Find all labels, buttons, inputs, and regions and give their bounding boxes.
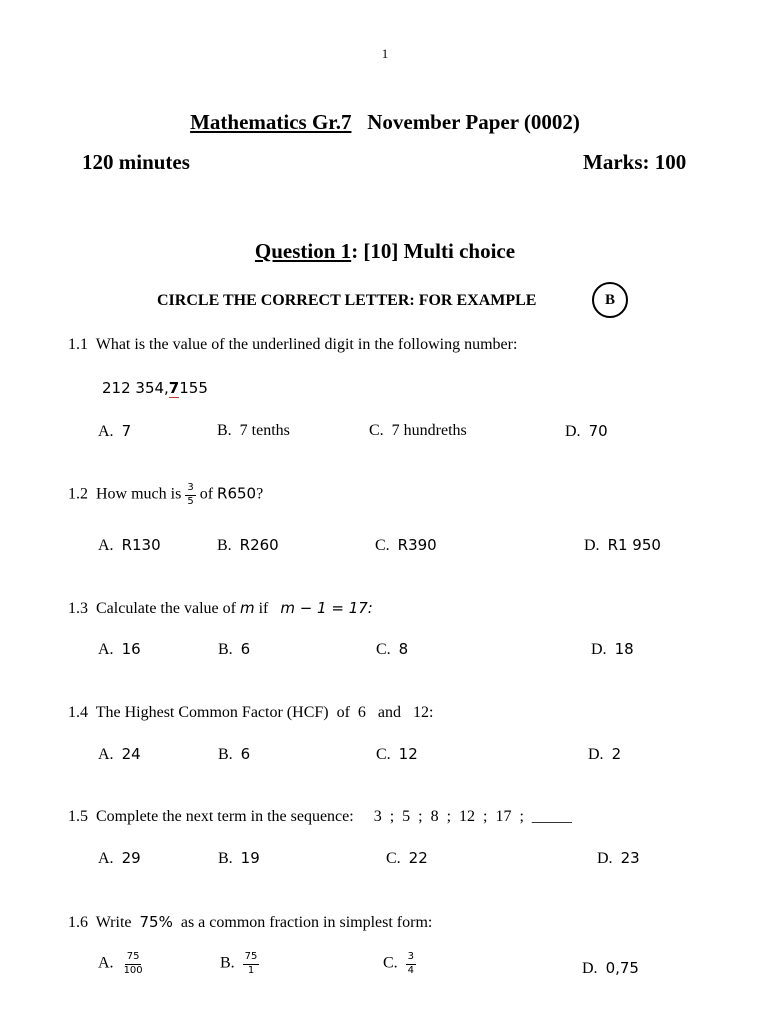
option-d[interactable] xyxy=(588,745,621,764)
number-part: 212 354, xyxy=(102,379,169,397)
option-b[interactable] xyxy=(217,536,279,555)
option-letter: A. xyxy=(98,954,114,972)
question-1-3 xyxy=(68,599,373,618)
option-c[interactable] xyxy=(383,952,416,976)
question-heading-label: Question 1 xyxy=(254,239,352,263)
example-circle xyxy=(592,282,628,318)
fraction xyxy=(122,952,145,976)
paper-title xyxy=(0,110,770,135)
option-value: R1 950 xyxy=(607,536,661,554)
numerator: 75 xyxy=(243,952,260,965)
question-number: 1.1 xyxy=(68,336,88,353)
option-letter: C. xyxy=(375,537,390,554)
option-value: 7 tenths xyxy=(239,422,290,439)
option-letter: D. xyxy=(565,423,581,440)
question-text: Calculate the value of xyxy=(96,600,236,617)
option-a[interactable] xyxy=(98,422,131,441)
numerator: 3 xyxy=(406,952,416,965)
option-value: 7 hundreths xyxy=(391,422,467,439)
question-text: What is the value of the underlined digit in the following number: xyxy=(95,336,518,353)
fraction xyxy=(406,952,416,976)
option-letter: A. xyxy=(98,537,114,554)
option-letter: A. xyxy=(98,423,114,440)
option-d[interactable] xyxy=(584,536,661,555)
option-c[interactable] xyxy=(386,849,428,868)
question-heading-detail: : [10] Multi choice xyxy=(351,239,516,263)
fraction xyxy=(243,952,260,976)
question-text: of xyxy=(199,485,214,503)
option-letter: B. xyxy=(220,954,235,972)
option-d[interactable] xyxy=(591,640,634,659)
option-letter: B. xyxy=(218,641,233,658)
option-a[interactable] xyxy=(98,849,141,868)
option-value: 8 xyxy=(398,640,409,658)
option-value: 23 xyxy=(620,849,640,867)
option-a[interactable] xyxy=(98,745,141,764)
denominator: 4 xyxy=(407,964,415,976)
option-c[interactable] xyxy=(375,536,437,555)
option-letter: C. xyxy=(369,422,384,439)
page-number: 1 xyxy=(381,46,389,61)
question-text: Write xyxy=(95,914,132,931)
option-value: 22 xyxy=(408,849,428,867)
option-value: R260 xyxy=(239,536,279,554)
option-b[interactable] xyxy=(218,849,260,868)
option-letter: D. xyxy=(591,641,607,658)
option-letter: B. xyxy=(218,850,233,867)
question-number: 1.2 xyxy=(68,485,88,503)
question-end: ? xyxy=(256,485,264,503)
option-b[interactable] xyxy=(218,640,250,659)
title-paper: November Paper (0002) xyxy=(367,110,580,134)
number-part: 155 xyxy=(179,379,208,397)
numerator: 75 xyxy=(125,952,142,965)
question-1-1 xyxy=(68,336,517,354)
option-letter: A. xyxy=(98,641,114,658)
option-value: 70 xyxy=(588,422,608,440)
percent: 75% xyxy=(139,913,173,931)
question-1-5 xyxy=(68,808,572,826)
option-value: 6 xyxy=(240,745,251,763)
numerator: 3 xyxy=(185,483,195,496)
option-b[interactable] xyxy=(217,422,290,440)
option-a[interactable] xyxy=(98,536,161,555)
option-value: 18 xyxy=(614,640,634,658)
option-letter: B. xyxy=(218,746,233,763)
question-text: as a common fraction in simplest form: xyxy=(180,914,433,931)
option-letter: B. xyxy=(217,422,232,439)
option-d[interactable] xyxy=(565,422,608,441)
option-a[interactable] xyxy=(98,640,141,659)
option-letter: C. xyxy=(376,746,391,763)
option-value: 16 xyxy=(121,640,141,658)
question-text: Complete the next term in the sequence: xyxy=(96,808,354,825)
option-value: 19 xyxy=(240,849,260,867)
question-number: 1.6 xyxy=(68,914,88,931)
denominator: 1 xyxy=(247,964,255,976)
title-subject: Mathematics Gr.7 xyxy=(190,110,352,134)
option-b[interactable] xyxy=(220,952,259,976)
total-marks: Marks: 100 xyxy=(583,150,687,174)
equation: m − 1 = 17: xyxy=(280,599,373,617)
option-value: 24 xyxy=(121,745,141,763)
question-text: if xyxy=(258,600,269,617)
option-letter: C. xyxy=(383,954,398,972)
option-c[interactable] xyxy=(369,422,467,440)
question-number: 1.5 xyxy=(68,808,88,825)
option-c[interactable] xyxy=(376,745,418,764)
option-letter: B. xyxy=(217,537,232,554)
question-text: The Highest Common Factor (HCF) of 6 and 12: xyxy=(95,704,434,721)
question-1-2 xyxy=(68,483,263,507)
example-letter: B xyxy=(604,291,615,308)
option-letter: A. xyxy=(98,746,114,763)
question-heading xyxy=(0,239,770,264)
option-letter: C. xyxy=(386,850,401,867)
option-letter: D. xyxy=(588,746,604,763)
question-text: How much is xyxy=(96,485,182,503)
option-letter: D. xyxy=(597,850,613,867)
denominator: 5 xyxy=(187,495,194,507)
option-letter: D. xyxy=(584,537,600,554)
option-value: R130 xyxy=(121,536,161,554)
instruction: CIRCLE THE CORRECT LETTER: FOR EXAMPLE xyxy=(157,292,537,309)
option-value: 2 xyxy=(611,745,622,763)
option-letter: C. xyxy=(376,641,391,658)
question-number: 1.3 xyxy=(68,600,88,617)
option-value: R390 xyxy=(397,536,437,554)
option-a[interactable] xyxy=(98,952,145,976)
variable: m xyxy=(239,599,255,617)
question-number: 1.4 xyxy=(68,704,88,721)
option-value: 6 xyxy=(240,640,251,658)
option-value: 7 xyxy=(121,422,132,440)
option-d[interactable] xyxy=(582,959,639,978)
duration: 120 minutes xyxy=(82,150,190,174)
question-1-4 xyxy=(68,704,433,722)
question-1-1-number xyxy=(102,379,208,397)
sequence: 3 ; 5 ; 8 ; 12 ; 17 ; _____ xyxy=(373,808,572,825)
option-letter: D. xyxy=(582,960,598,977)
option-letter: A. xyxy=(98,850,114,867)
option-d[interactable] xyxy=(597,849,640,868)
option-b[interactable] xyxy=(218,745,250,764)
question-1-6 xyxy=(68,913,432,932)
underlined-digit: 7 xyxy=(168,379,180,397)
denominator: 100 xyxy=(123,964,143,976)
option-value: 0,75 xyxy=(605,959,639,977)
option-value: 29 xyxy=(121,849,141,867)
option-value: 12 xyxy=(398,745,418,763)
fraction xyxy=(185,483,195,507)
option-c[interactable] xyxy=(376,640,408,659)
amount: R650 xyxy=(217,484,257,503)
